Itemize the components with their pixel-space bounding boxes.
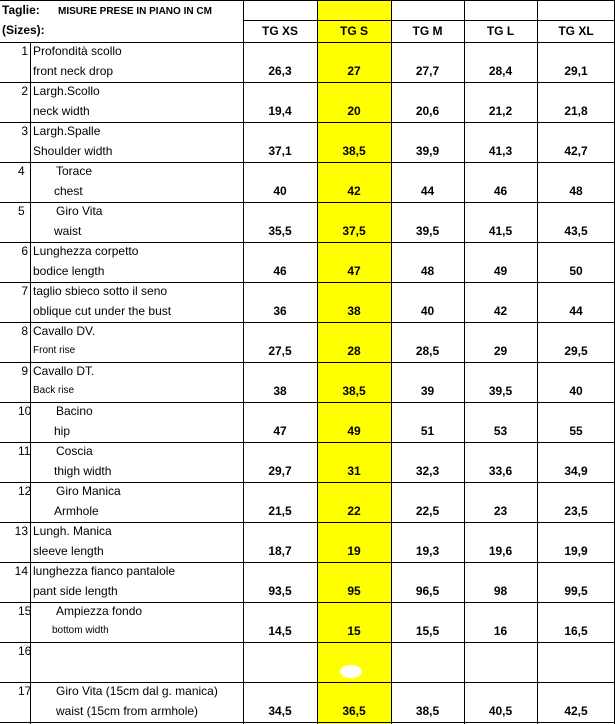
measurement-label-en: bodice length	[33, 264, 105, 278]
grid-line	[0, 562, 615, 563]
row-number: 4	[18, 164, 25, 178]
size-value-cell: 36	[273, 304, 287, 318]
size-value-cell: 19,9	[564, 544, 588, 558]
grid-line	[0, 722, 615, 723]
size-value-cell: 35,5	[268, 224, 292, 238]
measurement-label-en: Back rise	[33, 385, 75, 396]
measurement-label-en: Shoulder width	[33, 144, 113, 158]
measurement-label-en: thigh width	[54, 464, 112, 478]
row-number: 1	[21, 44, 28, 58]
size-value-cell: 98	[493, 584, 508, 598]
measurement-label-it: Ampiezza fondo	[56, 604, 143, 618]
size-value-cell: 40	[420, 304, 435, 318]
size-value-cell: 29,7	[268, 464, 292, 478]
size-value-cell: 16,5	[564, 624, 588, 638]
size-value-cell: 26,3	[268, 64, 292, 78]
grid-line	[0, 82, 615, 83]
size-value-cell: 34,9	[564, 464, 588, 478]
measurement-label-it: Coscia	[56, 444, 93, 458]
size-value-cell: 47	[347, 264, 361, 278]
size-value-cell: 38	[347, 304, 361, 318]
size-value-cell: 29,5	[564, 344, 588, 358]
size-value-cell: 49	[493, 264, 508, 278]
size-value-cell: 38,5	[342, 384, 366, 398]
size-value-cell: 38,5	[342, 144, 366, 158]
size-value-cell: 19,4	[268, 104, 292, 118]
size-value-cell: 21,5	[268, 504, 292, 518]
size-value-cell: 29,1	[564, 64, 588, 78]
measurement-label-it: Giro Manica	[56, 484, 121, 498]
row-number: 10	[18, 404, 32, 418]
row-number: 5	[18, 204, 25, 218]
measurement-label-it: Largh.Scollo	[33, 84, 100, 98]
row-number: 8	[21, 324, 28, 338]
column-header-m: TG M	[412, 24, 443, 38]
size-value-cell: 37,5	[342, 224, 366, 238]
size-value-cell: 28	[347, 344, 361, 358]
grid-line	[0, 162, 615, 163]
size-value-cell: 19,6	[488, 544, 513, 558]
size-value-cell: 34,5	[268, 704, 292, 718]
size-value-cell: 19	[347, 544, 361, 558]
size-value-cell: 37,1	[268, 144, 292, 158]
measurement-label-it: Torace	[56, 164, 93, 178]
size-value-cell: 14,5	[268, 624, 292, 638]
measurement-label-en: neck width	[33, 104, 90, 118]
size-value-cell: 96,5	[415, 584, 440, 598]
row-number: 11	[18, 444, 31, 458]
row-number: 2	[21, 84, 28, 98]
grid-line	[0, 642, 615, 643]
size-value-cell: 27,5	[268, 344, 292, 358]
grid-line	[0, 682, 615, 683]
measurement-label-en: chest	[54, 184, 83, 198]
size-value-cell: 20	[347, 104, 361, 118]
size-value-cell: 23	[493, 504, 508, 518]
size-value-cell: 15,5	[415, 624, 440, 638]
measurement-label-en: front neck drop	[33, 64, 114, 78]
size-value-cell: 93,5	[268, 584, 292, 598]
size-value-cell: 53	[493, 424, 508, 438]
row-number: 16	[18, 644, 32, 658]
measurement-label-it: lunghezza fianco pantalole	[33, 564, 176, 578]
grid-line	[0, 522, 615, 523]
grid-line	[0, 362, 615, 363]
measurement-label-it: Profondità scollo	[33, 44, 122, 58]
size-value-cell: 42,7	[564, 144, 588, 158]
size-value-cell: 39,5	[488, 384, 513, 398]
size-value-cell: 22	[347, 504, 361, 518]
size-value-cell: 38,5	[415, 704, 440, 718]
measurement-label-en: Armhole	[54, 504, 99, 518]
size-value-cell: 50	[569, 264, 583, 278]
size-value-cell: 41,5	[488, 224, 513, 238]
size-value-cell: 55	[569, 424, 583, 438]
grid-line	[0, 42, 615, 43]
table-subtitle: MISURE PRESE IN PIANO IN CM	[58, 6, 212, 17]
measurement-label-it: Cavallo DT.	[33, 364, 95, 378]
size-value-cell: 32,3	[415, 464, 440, 478]
size-value-cell: 16	[493, 624, 508, 638]
size-value-cell: 28,5	[415, 344, 440, 358]
grid-line	[0, 442, 615, 443]
grid-line	[243, 20, 615, 21]
measurement-label-it: Bacino	[56, 404, 93, 418]
grid-line	[0, 322, 615, 323]
size-value-cell: 39,5	[415, 224, 440, 238]
size-value-cell: 46	[273, 264, 287, 278]
measurement-label-en: sleeve length	[33, 544, 104, 558]
grid-line	[0, 402, 615, 403]
measurement-label-it: taglio sbieco sotto il seno	[33, 284, 168, 298]
measurement-label-it: Giro Vita (15cm dal g. manica)	[56, 684, 218, 698]
size-value-cell: 36,5	[342, 704, 366, 718]
measurement-label-en: oblique cut under the bust	[33, 304, 172, 318]
size-value-cell: 43,5	[564, 224, 588, 238]
measurement-label-it: Largh.Spalle	[33, 124, 101, 138]
size-value-cell: 15	[347, 624, 361, 638]
grid-line	[0, 202, 615, 203]
size-value-cell: 21,2	[488, 104, 513, 118]
size-value-cell: 29	[493, 344, 508, 358]
size-value-cell: 39,9	[415, 144, 440, 158]
row-number: 17	[18, 684, 32, 698]
grid-line	[30, 42, 31, 724]
size-value-cell: 51	[420, 424, 435, 438]
size-value-cell: 27	[347, 64, 361, 78]
column-header-xs: TG XS	[261, 24, 298, 38]
column-header-l: TG L	[486, 24, 515, 38]
measurement-label-en: hip	[54, 424, 71, 438]
column-header-s: TG S	[339, 24, 368, 38]
size-value-cell: 28,4	[488, 64, 513, 78]
measurement-label-it: Giro Vita	[56, 204, 103, 218]
size-value-cell: 23,5	[564, 504, 588, 518]
row-number: 12	[18, 484, 32, 498]
size-value-cell: 19,3	[415, 544, 440, 558]
size-value-cell: 27,7	[415, 64, 440, 78]
size-value-cell: 21,8	[564, 104, 588, 118]
grid-line	[0, 122, 615, 123]
size-value-cell: 95	[347, 584, 361, 598]
size-value-cell: 46	[493, 184, 508, 198]
size-value-cell: 42,5	[564, 704, 588, 718]
measurement-label-it: Cavallo DV.	[33, 324, 96, 338]
size-value-cell: 44	[420, 184, 435, 198]
measurement-label-en: waist	[54, 224, 82, 238]
size-value-cell: 48	[420, 264, 435, 278]
grid-line	[0, 242, 615, 243]
measurement-label-en: pant side length	[33, 584, 118, 598]
white-smudge	[340, 665, 362, 678]
size-value-cell: 38	[273, 384, 287, 398]
measurement-label-en: Front rise	[33, 345, 76, 356]
size-value-cell: 20,6	[415, 104, 440, 118]
measurement-label-en: bottom width	[52, 625, 109, 636]
measurement-label-it: Lungh. Manica	[33, 524, 112, 538]
grid-line	[0, 602, 615, 603]
size-value-cell: 42	[347, 184, 361, 198]
grid-line	[0, 482, 615, 483]
size-value-cell: 41,3	[488, 144, 513, 158]
size-value-cell: 18,7	[268, 544, 292, 558]
size-value-cell: 40,5	[488, 704, 513, 718]
size-value-cell: 33,6	[488, 464, 513, 478]
table-title: Taglie:	[2, 3, 40, 17]
size-value-cell: 31	[347, 464, 361, 478]
row-number: 6	[21, 244, 28, 258]
measurement-label-it: Lunghezza corpetto	[33, 244, 139, 258]
row-number: 9	[21, 364, 28, 378]
grid-line	[0, 282, 615, 283]
row-number: 14	[14, 564, 28, 578]
size-value-cell: 22,5	[415, 504, 440, 518]
grid-line	[0, 0, 615, 1]
measurement-label-en: waist (15cm from armhole)	[56, 704, 199, 718]
size-value-cell: 47	[273, 424, 287, 438]
row-number: 7	[21, 284, 28, 298]
size-value-cell: 48	[569, 184, 583, 198]
sizes-label: (Sizes):	[2, 23, 45, 37]
size-value-cell: 49	[347, 424, 361, 438]
size-value-cell: 39	[420, 384, 435, 398]
size-value-cell: 44	[569, 304, 583, 318]
row-number: 13	[14, 524, 28, 538]
size-value-cell: 40	[569, 384, 583, 398]
size-value-cell: 99,5	[564, 584, 588, 598]
row-number: 15	[18, 604, 32, 618]
column-header-xl: TG XL	[558, 24, 594, 38]
size-value-cell: 40	[273, 184, 287, 198]
row-number: 3	[21, 124, 28, 138]
size-value-cell: 42	[493, 304, 508, 318]
